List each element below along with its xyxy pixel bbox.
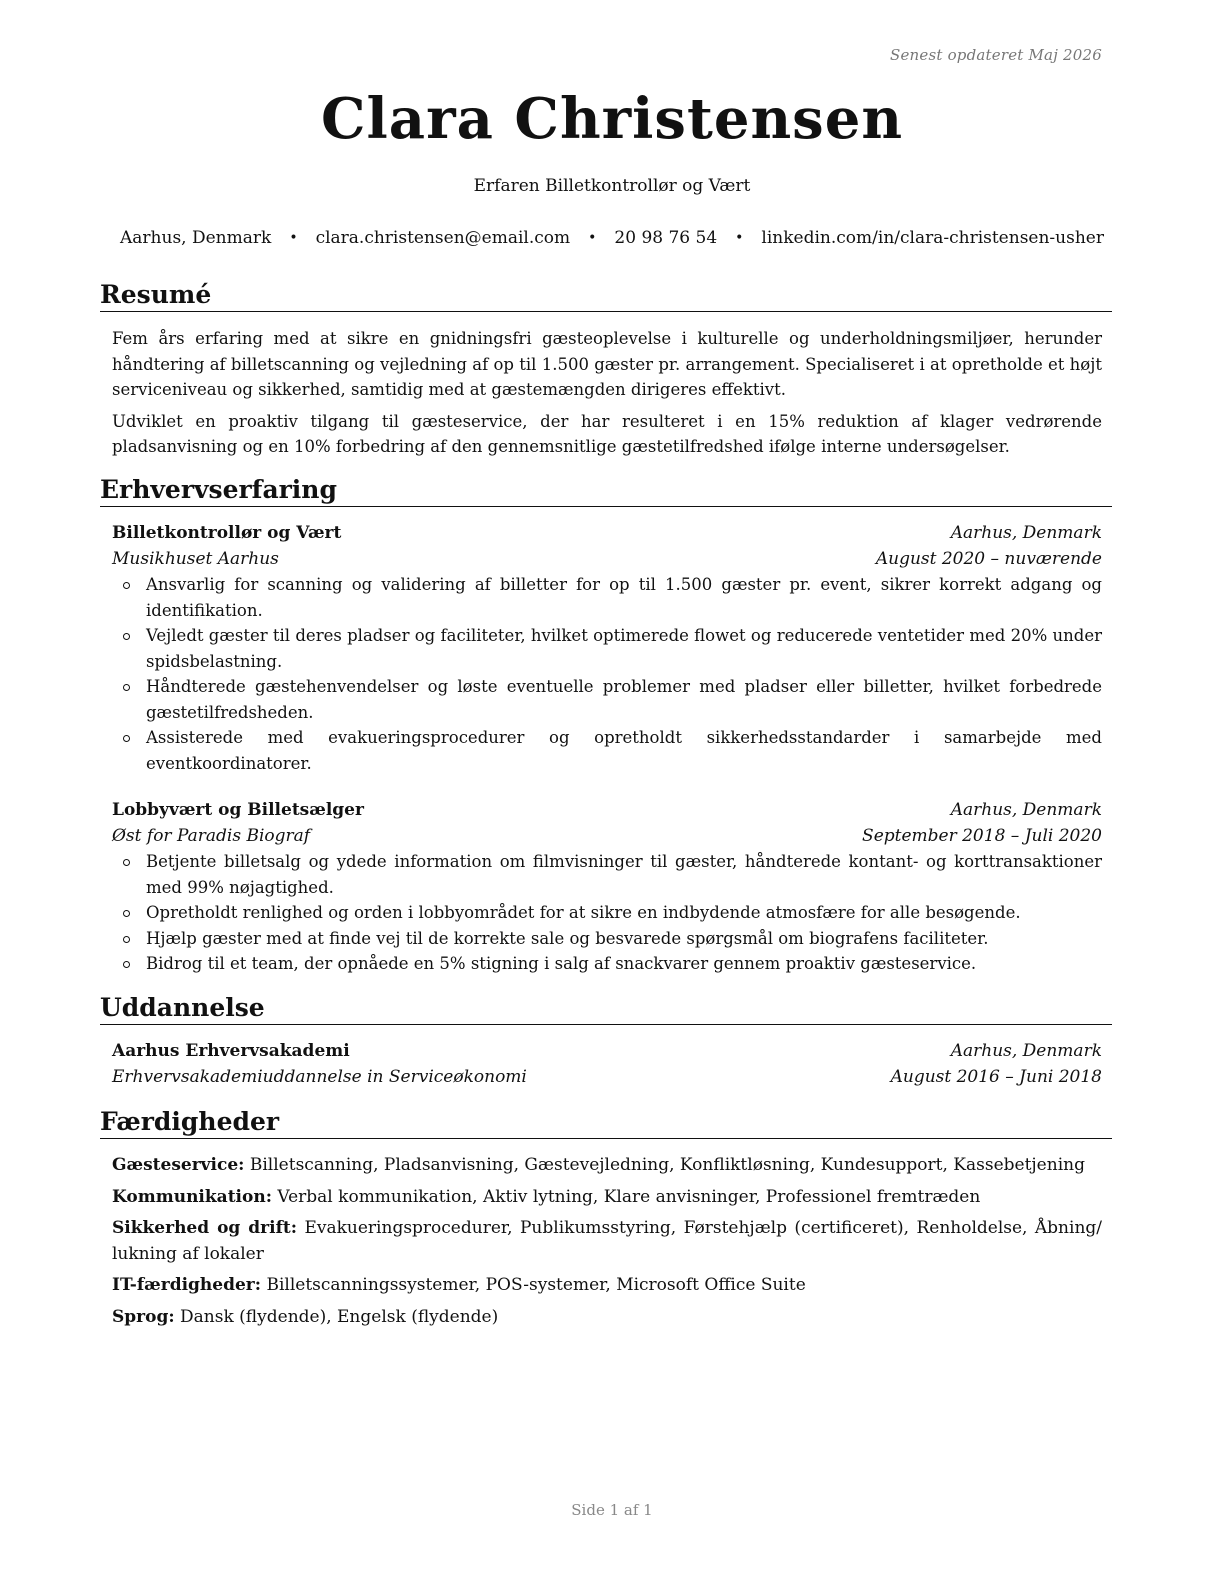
skill-value: Verbal kommunikation, Aktiv lytning, Klare anvisninger, Professionel fremtræden bbox=[277, 1186, 981, 1207]
contact-line bbox=[0, 228, 1224, 248]
skill-row bbox=[112, 1305, 1102, 1331]
section-title-education: Uddannelse bbox=[100, 993, 1112, 1025]
circle-bullet-icon bbox=[123, 910, 130, 917]
job-organization: Øst for Paradis Biograf bbox=[112, 825, 311, 846]
summary-paragraph: Fem års erfaring med at sikre en gnidningsfri gæsteoplevelse i kulturelle og underholdningsmiljøer, herunder håndtering af billetscanning og vejledning af op til 1.500 gæster pr. arrangement. Specialiseret i at opretholde et højt serviceniveau og sikkerhed, samtidig med at gæstemængden dirigeres effektivt. bbox=[112, 329, 1102, 399]
list-item: Håndterede gæstehenvendelser og løste eventuelle problemer med pladser eller billetter, hvilket forbedrede gæstetilfredsheden. bbox=[112, 674, 1102, 725]
skill-label: Sprog: bbox=[112, 1306, 175, 1327]
circle-bullet-icon bbox=[123, 684, 130, 691]
job-location: Aarhus, Denmark bbox=[950, 523, 1102, 543]
job-role: Lobbyvært og Billetsælger bbox=[112, 800, 364, 820]
education-dates: August 2016 – Juni 2018 bbox=[890, 1066, 1102, 1087]
section-title-skills: Færdigheder bbox=[100, 1107, 1112, 1139]
skill-label: Kommunikation: bbox=[112, 1186, 272, 1207]
skill-row bbox=[112, 1216, 1102, 1267]
summary-section bbox=[100, 280, 1112, 460]
job-organization: Musikhuset Aarhus bbox=[112, 548, 279, 569]
circle-bullet-icon bbox=[123, 936, 130, 943]
experience-section bbox=[100, 475, 1112, 977]
list-item: Vejledt gæster til deres pladser og faciliteter, hvilket optimerede flowet og reducerede ventetider med 20% under spidsbelastning. bbox=[112, 623, 1102, 674]
list-item: Assisterede med evakueringsprocedurer og opretholdt sikkerhedsstandarder i samarbejde med eventkoordinatorer. bbox=[112, 725, 1102, 776]
job-role: Billetkontrollør og Vært bbox=[112, 523, 342, 543]
job-entry bbox=[112, 798, 1102, 977]
skill-label: Gæsteservice: bbox=[112, 1155, 245, 1175]
candidate-tagline: Erfaren Billetkontrollør og Vært bbox=[473, 176, 751, 196]
list-item: Betjente billetsalg og ydede information om filmvisninger til gæster, håndterede kontant- og korttransaktioner med 99% nøjagtighed. bbox=[112, 849, 1102, 900]
contact-email-link[interactable]: clara.christensen@email.com bbox=[315, 228, 571, 248]
education-section bbox=[100, 993, 1112, 1090]
contact-phone: 20 98 76 54 bbox=[614, 228, 718, 248]
skill-value: Billetscanningssystemer, POS-systemer, Microsoft Office Suite bbox=[266, 1275, 806, 1295]
section-title-summary: Resumé bbox=[100, 280, 1112, 312]
job-bullet-list bbox=[112, 572, 1102, 776]
education-degree: Erhvervsakademiuddannelse in Serviceøkonomi bbox=[112, 1066, 527, 1087]
job-bullet-list bbox=[112, 849, 1102, 977]
job-dates: August 2020 – nuværende bbox=[875, 548, 1102, 569]
contact-linkedin-link[interactable]: linkedin.com/in/clara-christensen-usher bbox=[761, 228, 1104, 248]
circle-bullet-icon bbox=[123, 859, 130, 866]
skills-section bbox=[100, 1107, 1112, 1330]
summary-paragraph: Udviklet en proaktiv tilgang til gæsteservice, der har resulteret i en 15% reduktion af klager vedrørende pladsanvisning og en 10% forbedring af den gennemsnitlige gæstetilfredshed ifølge interne undersøgelser. bbox=[112, 411, 1102, 456]
skill-value: Billetscanning, Pladsanvisning, Gæstevejledning, Konfliktløsning, Kundesupport, Kassebetjening bbox=[249, 1155, 1085, 1175]
list-item: Ansvarlig for scanning og validering af billetter for op til 1.500 gæster pr. event, sikrer korrekt adgang og identifikation. bbox=[112, 572, 1102, 623]
job-location: Aarhus, Denmark bbox=[950, 800, 1102, 820]
education-location: Aarhus, Denmark bbox=[950, 1041, 1102, 1061]
page-number: Side 1 af 1 bbox=[571, 1501, 653, 1519]
section-title-experience: Erhvervserfaring bbox=[100, 475, 1112, 507]
skill-row bbox=[112, 1153, 1102, 1179]
circle-bullet-icon bbox=[123, 633, 130, 640]
skill-label: IT-færdigheder: bbox=[112, 1275, 262, 1295]
list-item: Opretholdt renlighed og orden i lobbyområdet for at sikre en indbydende atmosfære for alle besøgende. bbox=[112, 900, 1102, 926]
bullet-separator-icon: • bbox=[289, 230, 298, 246]
education-school: Aarhus Erhvervsakademi bbox=[112, 1041, 350, 1061]
bullet-separator-icon: • bbox=[588, 230, 597, 246]
list-item: Hjælp gæster med at finde vej til de korrekte sale og besvarede spørgsmål om biografens faciliteter. bbox=[112, 926, 1102, 952]
contact-location: Aarhus, Denmark bbox=[120, 228, 272, 248]
skill-row bbox=[112, 1273, 1102, 1299]
last-updated: Senest opdateret Maj 2026 bbox=[889, 46, 1102, 64]
skill-value: Dansk (flydende), Engelsk (flydende) bbox=[180, 1306, 499, 1327]
job-entry bbox=[112, 521, 1102, 776]
circle-bullet-icon bbox=[123, 582, 130, 589]
list-item: Bidrog til et team, der opnåede en 5% stigning i salg af snackvarer gennem proaktiv gæsteservice. bbox=[112, 951, 1102, 977]
circle-bullet-icon bbox=[123, 961, 130, 968]
bullet-separator-icon: • bbox=[735, 230, 744, 246]
candidate-name: Clara Christensen bbox=[320, 86, 904, 152]
skill-value: Evakueringsprocedurer, Publikumsstyring, Førstehjælp (certificeret), Renholdelse, Åbning/ lukning af lokaler bbox=[112, 1218, 1102, 1264]
skill-row bbox=[112, 1185, 1102, 1211]
skill-label: Sikkerhed og drift: bbox=[112, 1218, 298, 1238]
job-dates: September 2018 – Juli 2020 bbox=[862, 825, 1102, 846]
circle-bullet-icon bbox=[123, 735, 130, 742]
